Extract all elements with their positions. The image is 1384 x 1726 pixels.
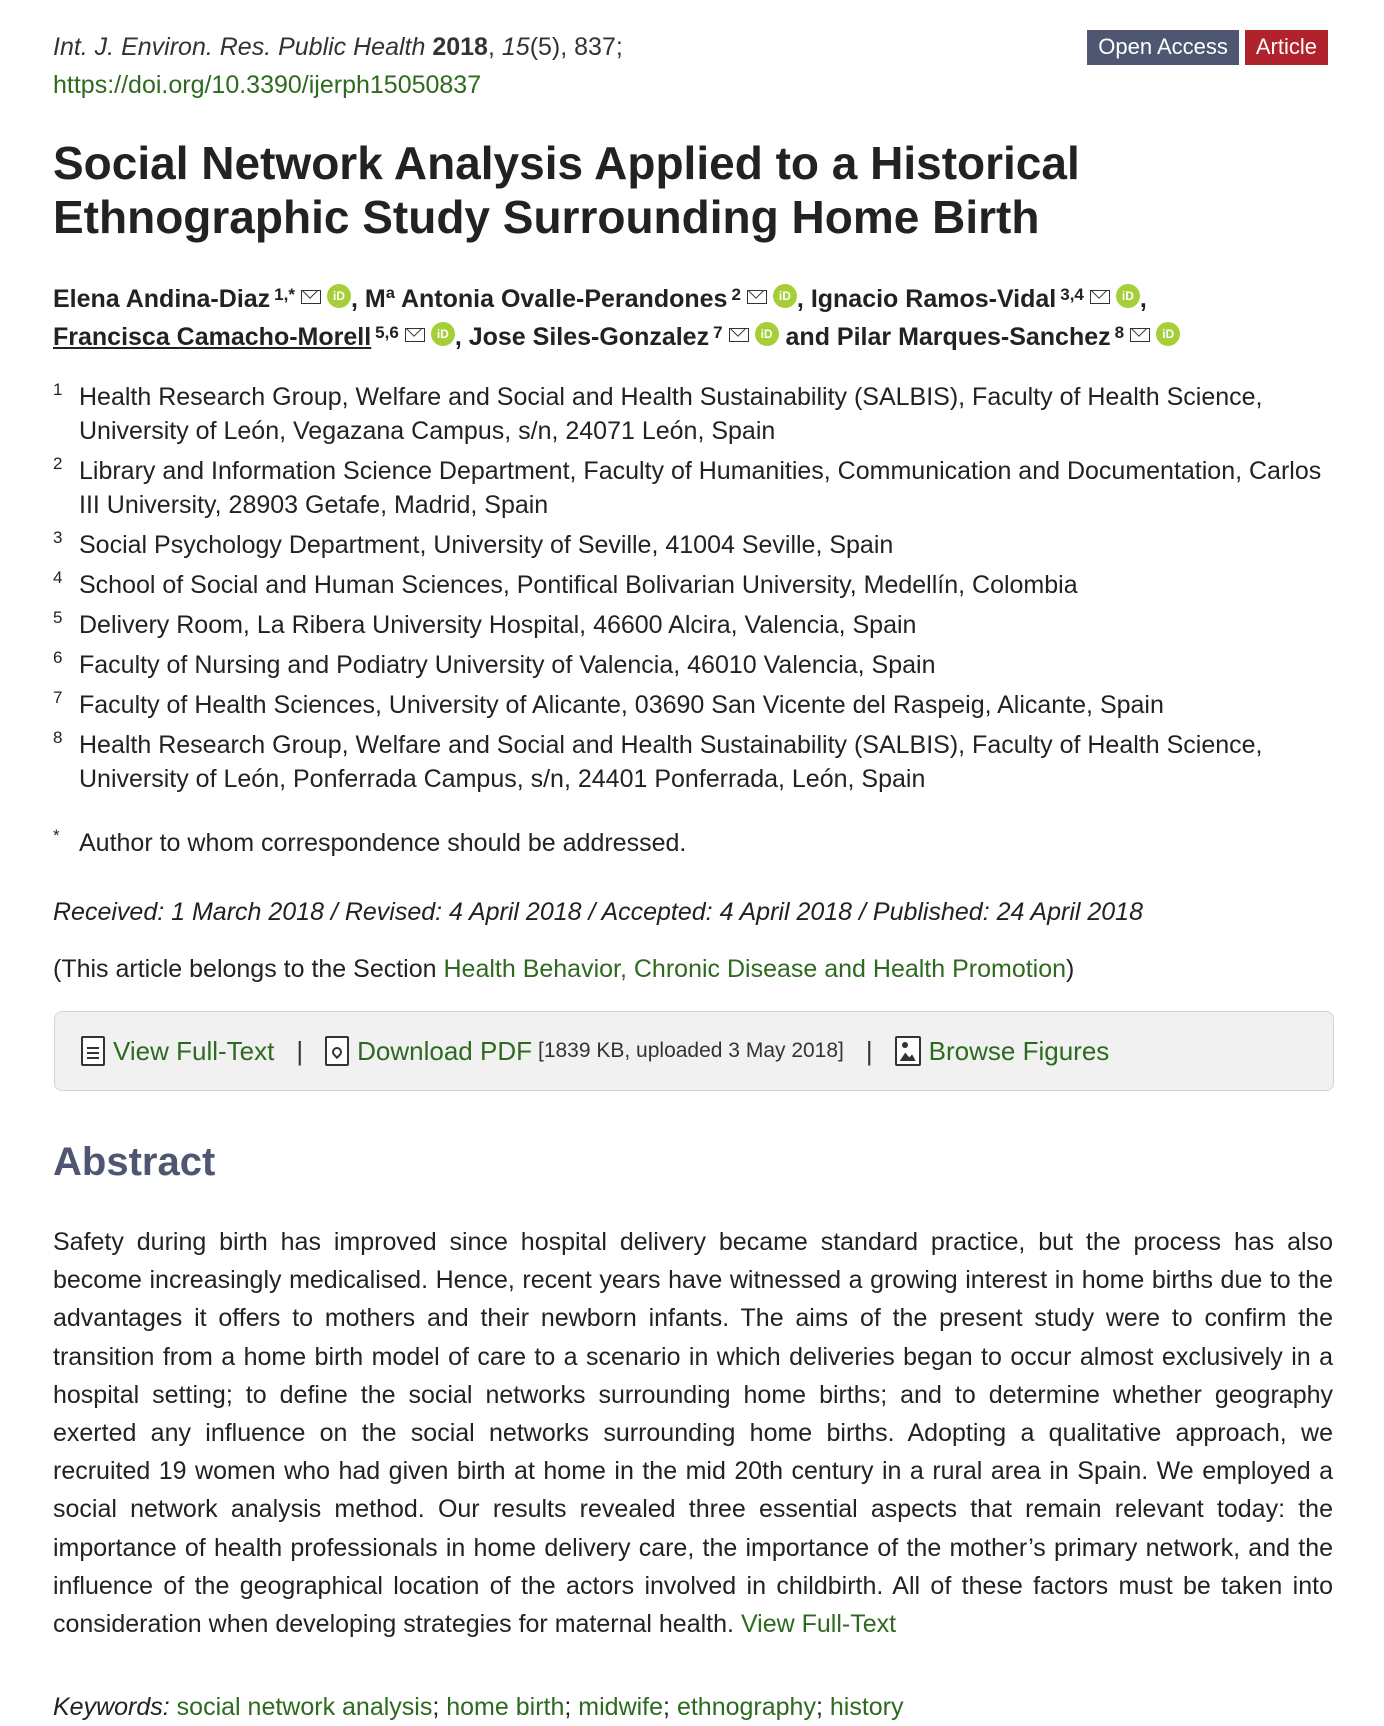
toolbar-separator: |	[296, 1035, 304, 1066]
abstract-full-text-link[interactable]: View Full-Text	[740, 1610, 897, 1639]
affiliation-text: Library and Information Science Department, Faculty of Humanities, Communication and Documentation, Carlos III University, 28903 Getafe, Madrid, Spain	[79, 457, 1322, 519]
author-affil-ref[interactable]: 5,6	[375, 323, 399, 342]
mail-icon[interactable]	[405, 328, 425, 342]
affiliation-number: 5	[53, 608, 63, 627]
browse-figures-label: Browse Figures	[928, 1035, 1110, 1066]
author-list	[53, 280, 1343, 356]
mail-icon[interactable]	[1130, 328, 1150, 342]
author-2: Mª Antonia Ovalle-Perandones $^2$ iD ,	[364, 285, 804, 313]
orcid-icon[interactable]: iD	[327, 284, 351, 308]
affiliation-number: 6	[53, 648, 63, 667]
affiliation-item	[53, 688, 1343, 722]
article-toolbar	[54, 1011, 1334, 1091]
orcid-icon[interactable]: iD	[773, 284, 797, 308]
pdf-meta: [1839 KB, uploaded 3 May 2018]	[537, 1039, 844, 1062]
abstract-text: Safety during birth has improved since hospital delivery became standard practice, but the process has also become increasingly medicalised. Hence, recent years have witnessed a growing interest in home births due to the advantages it offers to mothers and their newborn infants. The aims of the present study were to confirm the transition from a home birth model of care to a scenario in which deliveries began to occur almost exclusively in a hospital setting; to define the social networks surrounding home births; and to determine whether geography exerted any influence on the social networks surrounding home births. Adopting a qualitative approach, we recruited 19 women who had given birth at home in the mid 20th century in a rural area in Spain. We employed a social network analysis method. Our results revealed three essential aspects that remain relevant today: the importance of health professionals in home delivery care, the importance of the mother’s primary network, and the influence of the geographical location of the actors involved in childbirth. All of these factors must be taken into consideration when developing strategies for maternal health.	[53, 1228, 1333, 1639]
correspondence-mark: *	[53, 826, 60, 845]
article-type-badge: Article	[1245, 30, 1328, 65]
orcid-icon[interactable]: iD	[755, 322, 779, 346]
keywords: Keywords: social network analysis; home birth; midwife; ethnography; history	[53, 1693, 904, 1721]
affiliation-text: Faculty of Nursing and Podiatry University of Valencia, 46010 Valencia, Spain	[79, 651, 936, 679]
download-pdf-label: Download PDF	[357, 1035, 532, 1066]
author-name[interactable]: Francisca Camacho-Morell	[53, 323, 372, 351]
author-affil-ref[interactable]: 2	[731, 285, 741, 304]
orcid-icon[interactable]: iD	[1156, 322, 1180, 346]
mail-icon[interactable]	[1090, 290, 1110, 304]
mail-icon[interactable]	[729, 328, 749, 342]
view-full-text-label: View Full-Text	[113, 1035, 275, 1066]
author-name[interactable]: Jose Siles-Gonzalez	[468, 323, 710, 351]
keyword-link[interactable]: home birth	[446, 1693, 565, 1721]
document-icon	[81, 1036, 105, 1066]
affiliation-text: Faculty of Health Sciences, University of Alicante, 03690 San Vicente del Raspeig, Alicante, Spain	[79, 691, 1164, 719]
affiliation-text: School of Social and Human Sciences, Pontifical Bolivarian University, Medellín, Colombia	[79, 571, 1078, 599]
author-6	[786, 323, 1181, 351]
affiliation-text: Health Research Group, Welfare and Social and Health Sustainability (SALBIS), Faculty of Health Science, University of León, Vegazana Campus, s/n, 24071 León, Spain	[79, 383, 1263, 445]
mail-icon[interactable]	[301, 290, 321, 304]
author-affil-ref[interactable]: 1,*	[274, 285, 295, 304]
badges	[1087, 30, 1328, 65]
publication-dates: Received: 1 March 2018 / Revised: 4 April 2018 / Accepted: 4 April 2018 / Published: 24 April 2018	[53, 898, 1143, 926]
affiliation-number: 8	[53, 728, 63, 747]
article-title	[53, 136, 1303, 244]
affiliation-number: 1	[53, 380, 63, 399]
journal-name: Int. J. Environ. Res. Public Health	[53, 33, 426, 61]
author-5	[469, 323, 779, 351]
download-pdf-button[interactable]	[325, 1036, 532, 1067]
doi-link[interactable]: https://doi.org/10.3390/ijerph15050837	[53, 71, 482, 99]
browse-figures-button[interactable]	[895, 1036, 1110, 1067]
open-access-badge: Open Access	[1087, 30, 1239, 65]
correspondence-text: Author to whom correspondence should be addressed.	[79, 829, 687, 857]
author-affil-ref[interactable]: 7	[713, 323, 723, 342]
affiliation-item	[53, 568, 1343, 602]
affiliation-text: Social Psychology Department, University of Seville, 41004 Seville, Spain	[79, 531, 894, 559]
author-affil-ref[interactable]: 3,4	[1060, 285, 1084, 304]
toolbar-separator: |	[865, 1035, 873, 1066]
correspondence-note	[53, 826, 1343, 860]
section-info: (This article belongs to the Section Health Behavior, Chronic Disease and Health Promotion)	[53, 955, 1075, 983]
citation-block	[53, 28, 623, 104]
affiliation-item	[53, 728, 1343, 796]
affiliation-text: Delivery Room, La Ribera University Hospital, 46600 Alcira, Valencia, Spain	[79, 611, 917, 639]
author-name[interactable]: Elena Andina-Diaz	[53, 285, 271, 313]
affiliation-number: 4	[53, 568, 63, 587]
keyword-link[interactable]: ethnography	[676, 1693, 816, 1721]
pdf-icon	[325, 1036, 349, 1066]
abstract-body	[53, 1223, 1333, 1643]
journal-year: 2018	[432, 33, 488, 61]
affiliation-item	[53, 528, 1343, 562]
author-4: Francisca Camacho-Morell $^{5,6}$ iD ,	[53, 323, 462, 351]
journal-issue: (5)	[529, 33, 561, 61]
affiliation-list	[53, 380, 1343, 866]
title-line-1: Social Network Analysis Applied to a Historical	[53, 137, 1080, 189]
affiliation-number: 3	[53, 528, 63, 547]
affiliation-item	[53, 454, 1343, 522]
affiliation-number: 7	[53, 688, 63, 707]
journal-pages: , 837;	[560, 33, 623, 61]
author-name[interactable]: Mª Antonia Ovalle-Perandones	[364, 285, 728, 313]
affiliation-item	[53, 380, 1343, 448]
affiliation-item	[53, 608, 1343, 642]
affiliation-item	[53, 648, 1343, 682]
affiliation-number: 2	[53, 454, 63, 473]
affiliation-text: Health Research Group, Welfare and Social and Health Sustainability (SALBIS), Faculty of Health Science, University of León, Ponferrada Campus, s/n, 24401 Ponferrada, León, Spain	[79, 731, 1263, 793]
citation: Int. J. Environ. Res. Public Health 2018, 15(5), 837;	[53, 33, 623, 61]
author-name[interactable]: Pilar Marques-Sanchez	[836, 323, 1111, 351]
orcid-icon[interactable]: iD	[431, 322, 455, 346]
image-icon	[895, 1036, 921, 1066]
view-full-text-button[interactable]	[81, 1036, 274, 1067]
title-line-2: Ethnographic Study Surrounding Home Birth	[53, 191, 1040, 243]
keywords-label: Keywords:	[53, 1693, 170, 1721]
orcid-icon[interactable]: iD	[1116, 284, 1140, 308]
author-3: Ignacio Ramos-Vidal $^{3,4}$ iD ,	[810, 285, 1147, 313]
author-name[interactable]: Ignacio Ramos-Vidal	[810, 285, 1057, 313]
mail-icon[interactable]	[747, 290, 767, 304]
journal-volume: 15	[501, 33, 530, 61]
section-link[interactable]: Health Behavior, Chronic Disease and Health Promotion	[443, 955, 1067, 983]
author-1: Elena Andina-Diaz $^{1,*}$ iD ,	[53, 285, 358, 313]
author-conjunction: and	[785, 323, 830, 351]
keyword-link[interactable]: social network analysis	[176, 1693, 433, 1721]
keyword-link[interactable]: midwife	[578, 1693, 664, 1721]
author-affil-ref[interactable]: 8	[1114, 323, 1125, 342]
keyword-link[interactable]: history	[829, 1693, 904, 1721]
abstract-heading: Abstract	[53, 1140, 216, 1184]
